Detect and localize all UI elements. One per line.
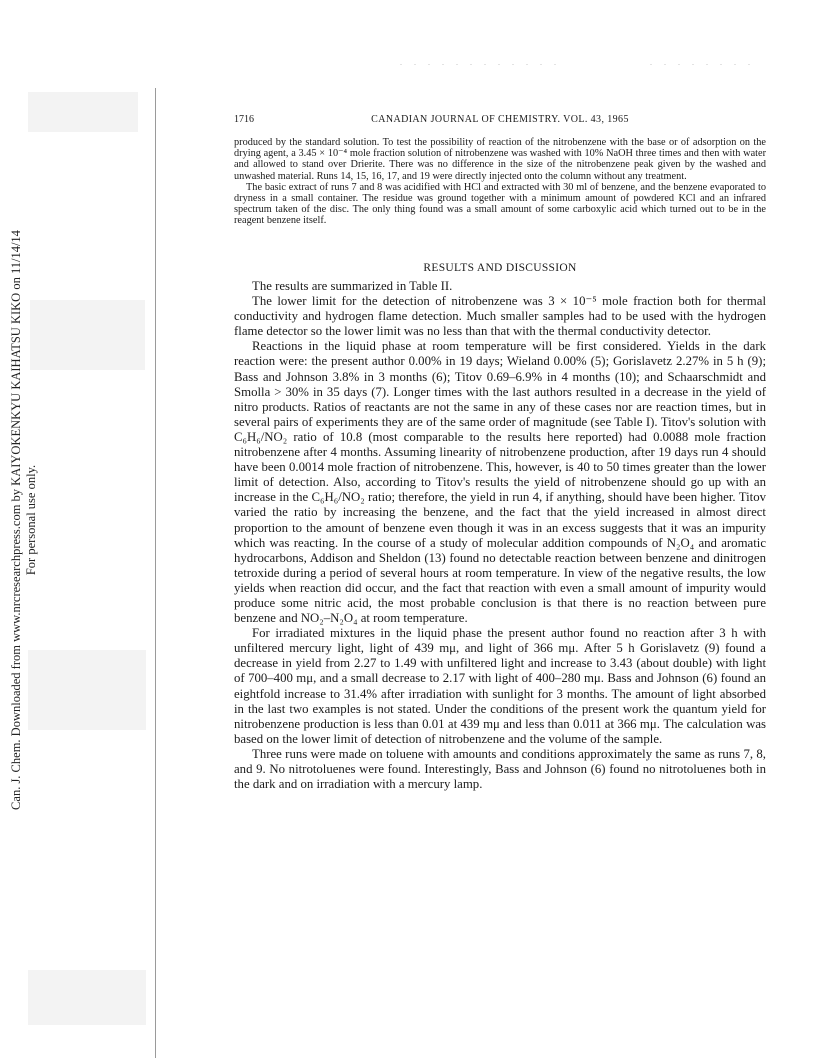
scan-smudge — [28, 970, 146, 1025]
paragraph: Reactions in the liquid phase at room temperature will be first considered. Yields in the dark reaction were: the present author 0.00% in 19 days; Wieland 0.00% (5); Gorislavetz 2.27% in 5 h (9); Bass and Johnson 3.8% in 3 months (6); Titov 0.69–6.9% in 4 months (10); and Schaarschmidt and Smolla > 30% in 35 days (7). Longer times with the last authors resulted in a decrease in the yield of nitro products. Ratios of reactants are not the same in any of these cases nor are reaction times, but in several pairs of experiments they are of the same order of magnitude (see Table I). Titov's solution with C₆H₆/NO₂ ratio of 10.8 (most comparable to the results here reported) had 0.0088 mole fraction nitrobenzene after 4 months. Assuming linearity of nitrobenzene production, after 19 days run 4 should have been 0.0014 mole fraction of nitrobenzene. This, however, is 40 to 50 times greater than the lower limit of detection. Also, according to Titov's results the yield of nitrobenzene should go up with an increase in the C₆H₆/NO₂ ratio; therefore, the yield in run 4, if anything, should have been higher. Titov varied the ratio by increasing the benzene, and the fact that the yield increased in almost direct proportion to the amount of benzene even though it was in an excess suggests that it was an impurity which was reacting. In the course of a study of molecular addition compounds of N₂O₄ and aromatic hydrocarbons, Addison and Sheldon (13) found no detectable reaction between benzene and dinitrogen tetroxide during a period of several hours at room temperature. In view of the negative results, the low yields when reaction did occur, and the fact that reaction with even a small amount of impurity would produce some nitric acid, the most probable conclusion is that there is no reaction between pure benzene and NO₂–N₂O₄ at room temperature. — [234, 339, 766, 626]
scan-smudge — [28, 650, 146, 730]
paragraph: The results are summarized in Table II. — [252, 279, 453, 293]
paragraph: The basic extract of runs 7 and 8 was acidified with HCl and extracted with 30 ml of benzene, and the benzene evaporated to dryness in a small container. The residue was ground together with a minimum amount of powdered KCl and an infrared spectrum taken of the disc. The only thing found was a small amount of some carboxylic acid which turned out to be in the reagent benzene itself. — [234, 181, 766, 227]
experimental-text — [234, 137, 766, 227]
running-header — [234, 114, 766, 128]
personal-use-notice: For personal use only. — [24, 464, 38, 576]
journal-title: CANADIAN JOURNAL OF CHEMISTRY. VOL. 43, 1965 — [371, 114, 629, 125]
section-heading: RESULTS AND DISCUSSION — [423, 262, 577, 274]
paragraph: For irradiated mixtures in the liquid phase the present author found no reaction after 3 h with unfiltered mercury light, light of 439 mμ, and light of 366 mμ. After 5 h Gorislavetz (9) found a decrease in yield from 2.27 to 1.49 with unfiltered light and increase to 3.43 (about double) with light of 700–400 mμ, and a small decrease to 2.17 with light of 400–280 mμ. Bass and Johnson (6) found an eightfold increase to 31.4% after irradiation with sunlight for 3 months. The amount of light absorbed in the last two examples is not stated. Under the conditions of the present work the quantum yield for nitrobenzene production is less than 0.01 at 439 mμ and less than 0.011 at 366 mμ. The calculation was based on the lower limit of detection of nitrobenzene and the volume of the sample. — [234, 626, 766, 746]
download-notice-line: Can. J. Chem. Downloaded from www.nrcresearchpress.com by KAIYOKENKYU KAIHATSU KIKO on 11/14/14 — [9, 230, 23, 810]
scan-margin-line — [155, 88, 156, 1058]
page-number: 1716 — [234, 114, 254, 125]
download-notice — [9, 180, 39, 860]
scan-smudge — [30, 300, 145, 370]
scan-dots: . . . . . . . . . . . . — [400, 58, 561, 67]
paragraph: Three runs were made on toluene with amounts and conditions approximately the same as runs 7, 8, and 9. No nitrotoluenes were found. Interestingly, Bass and Johnson (6) found no nitrotoluenes both in the dark and on irradiation with a mercury lamp. — [234, 746, 766, 792]
scan-smudge — [28, 92, 138, 132]
paragraph: produced by the standard solution. To test the possibility of reaction of the nitrobenzene with the base or of adsorption on the drying agent, a 3.45 × 10⁻⁴ mole fraction solution of nitrobenzene was washed with 10% NaOH three times and then with water and allowed to stand over Drierite. There was no difference in the size of the nitrobenzene peak given by the washed and unwashed material. Runs 14, 15, 16, 17, and 19 were directly injected onto the column without any treatment. — [234, 137, 766, 182]
scan-dots: . . . . . . . . — [650, 58, 755, 67]
paragraph: The lower limit for the detection of nitrobenzene was 3 × 10⁻⁵ mole fraction both for thermal conductivity and hydrogen flame detection. Much smaller samples had to be used with the hydrogen flame detector so the lower limit was no less than that with the thermal conductivity detector. — [234, 294, 766, 339]
body-text — [234, 279, 766, 792]
